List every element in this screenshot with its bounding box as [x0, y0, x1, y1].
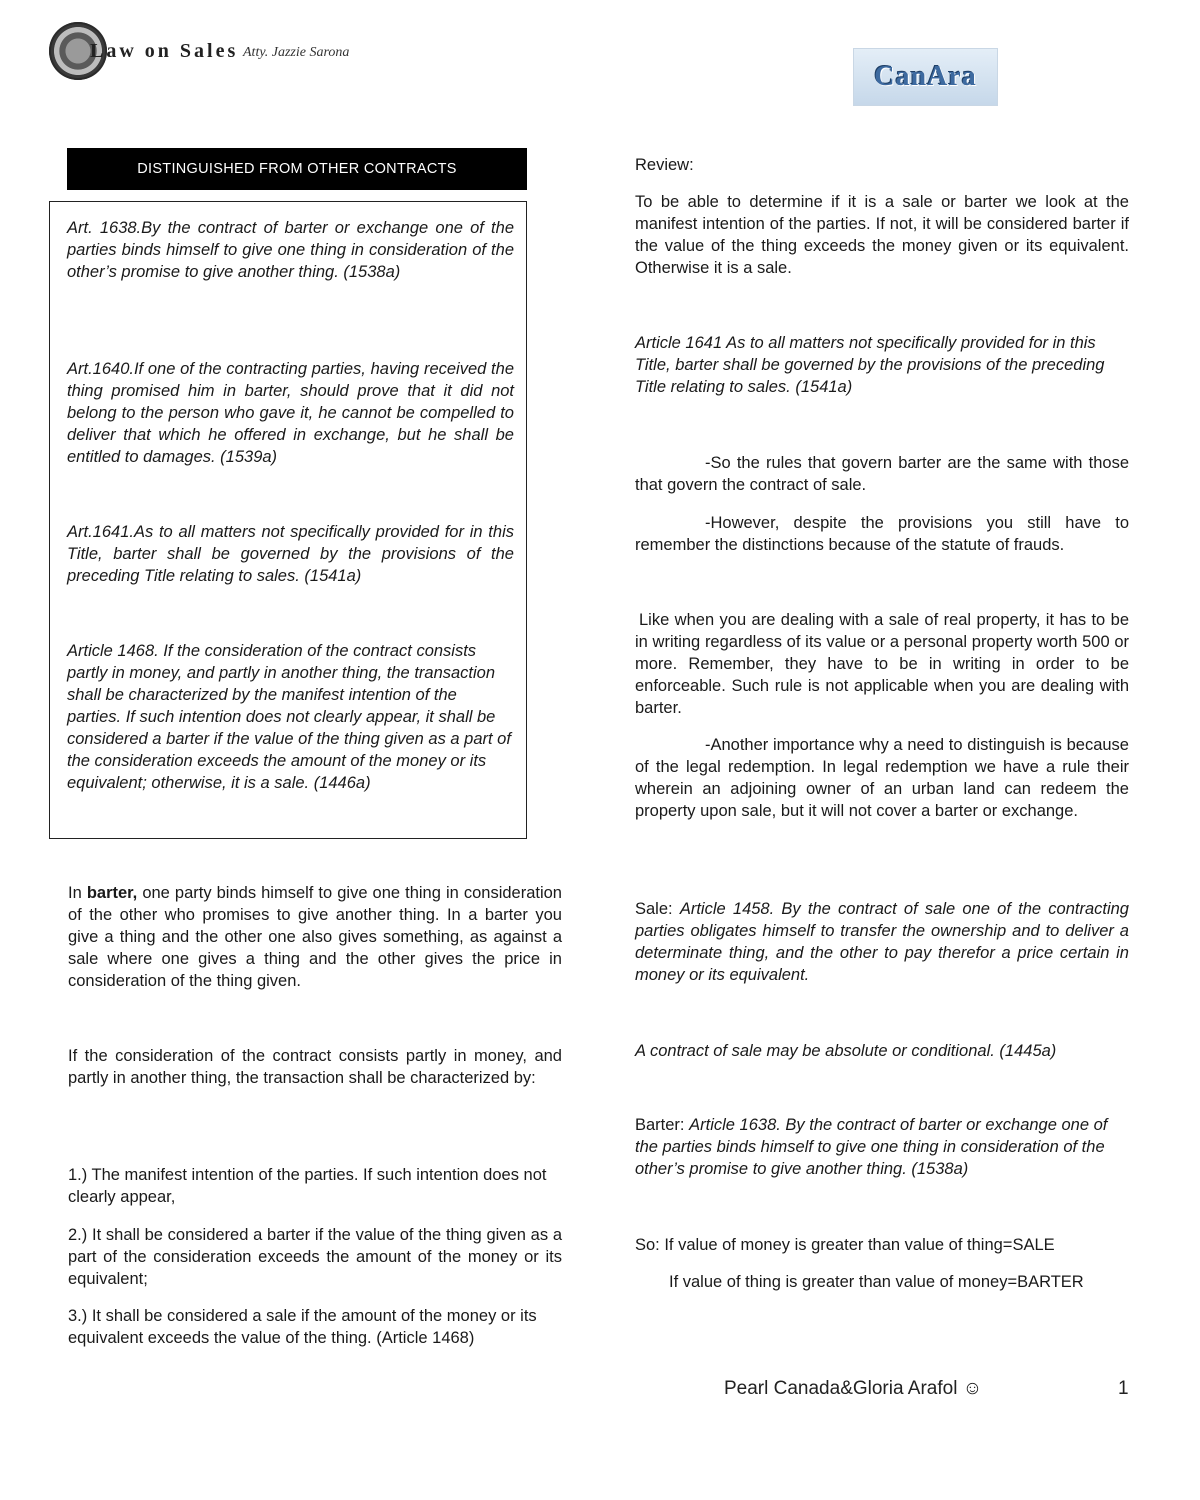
article-1638: Art. 1638.By the contract of barter or exchange one of the parties binds himself to give one thing in consideration of the other’s promise to give another thing. (1538a) [67, 219, 514, 281]
sale-label: Sale: [635, 900, 680, 918]
section-banner: DISTINGUISHED FROM OTHER CONTRACTS [67, 148, 527, 190]
barter-label: Barter: [635, 1116, 690, 1134]
sale-article-1458: Article 1458. By the contract of sale one of the contracting parties obligates himself to transfer the ownership and to deliver a determinate thing, and the other to pay therefor a price certain in money or its equivalent. [635, 900, 1129, 984]
sale-definition [635, 898, 1129, 986]
barter-article-1638: Article 1638. By the contract of barter or exchange one of the parties binds himself to give one thing in consideration of the other’s promise to give another thing. (1538a) [635, 1116, 1108, 1178]
review-paragraph: To be able to determine if it is a sale or barter we look at the manifest intention of the parties. If not, it will be considered barter if the value of the thing exceeds the money given or its equivalent. Otherwise it is a sale. [635, 193, 1129, 277]
document-title: Law on Sales [90, 40, 239, 62]
page-number: 1 [1118, 1378, 1129, 1399]
rules-same-paragraph: -So the rules that govern barter are the same with those that govern the contract of sale. [635, 454, 1129, 494]
so-barter-rule: If value of thing is greater than value of money=BARTER [669, 1273, 1084, 1291]
article-1641: Art.1641.As to all matters not specifically provided for in this Title, barter shall be governed by the provisions of the preceding Title relating to sales. (1541a) [67, 523, 514, 585]
barter-prefix: In [68, 884, 87, 902]
canara-logo [853, 48, 998, 106]
barter-body: one party binds himself to give one thing in consideration of the other who promises to give another thing. In a barter you give a thing and the other one also gives something, as against a sale where one gives a thing and the other gives the price in consideration of the thing given. [68, 884, 562, 990]
list-item-2: 2.) It shall be considered a barter if the value of the thing given as a part of the consideration exceeds the amount of the money or its equivalent; [68, 1226, 562, 1288]
canara-logo-text: CanAra [874, 61, 977, 92]
so-sale-rule: So: If value of money is greater than value of thing=SALE [635, 1236, 1055, 1254]
review-title: Review: [635, 156, 694, 174]
consideration-paragraph: If the consideration of the contract consists partly in money, and partly in another thing, the transaction shall be characterized by: [68, 1047, 562, 1087]
article-1468: Article 1468. If the consideration of the contract consists partly in money, and partly in another thing, the transaction shall be characterized by the manifest intention of the parties. If such intention does not clearly appear, it shall be considered a barter if the value of the thing given as a part of the consideration exceeds the amount of the money or its equivalent; otherwise, it is a sale. (1446a) [67, 642, 511, 792]
article-1640: Art.1640.If one of the contracting parties, having received the thing promised him in barter, should prove that it did not belong to the person who gave it, he cannot be compelled to deliver that which he offered in exchange, but he shall be entitled to damages. (1539a) [67, 360, 514, 466]
like-when-paragraph: Like when you are dealing with a sale of real property, it has to be in writing regardless of its value or a personal property worth 500 or more. Remember, they have to be in writing in order to be enforceable. Such rule is not applicable when you are dealing with barter. [635, 611, 1129, 717]
absolute-conditional: A contract of sale may be absolute or conditional. (1445a) [635, 1042, 1057, 1060]
barter-term: barter, [86, 884, 138, 902]
however-paragraph: -However, despite the provisions you still have to remember the distinctions because of the statute of frauds. [635, 514, 1129, 554]
article-1641-quote: Article 1641 As to all matters not specifically provided for in this Title, barter shall be governed by the provisions of the preceding Title relating to sales. (1541a) [635, 334, 1105, 396]
document-author: Atty. Jazzie Sarona [243, 45, 350, 60]
list-item-1: 1.) The manifest intention of the parties. If such intention does not clearly appear, [68, 1166, 547, 1206]
footer-authors: Pearl Canada&Gloria Arafol ☺ [724, 1378, 983, 1399]
barter-definition-right [635, 1114, 1129, 1180]
barter-definition [68, 882, 562, 992]
legal-redemption-paragraph: -Another importance why a need to distinguish is because of the legal redemption. In legal redemption we have a rule their wherein an adjoining owner of an urban land can redeem the property upon sale, but it will not cover a barter or exchange. [635, 736, 1129, 820]
list-item-3: 3.) It shall be considered a sale if the amount of the money or its equivalent exceeds the value of the thing. (Article 1468) [68, 1307, 537, 1347]
